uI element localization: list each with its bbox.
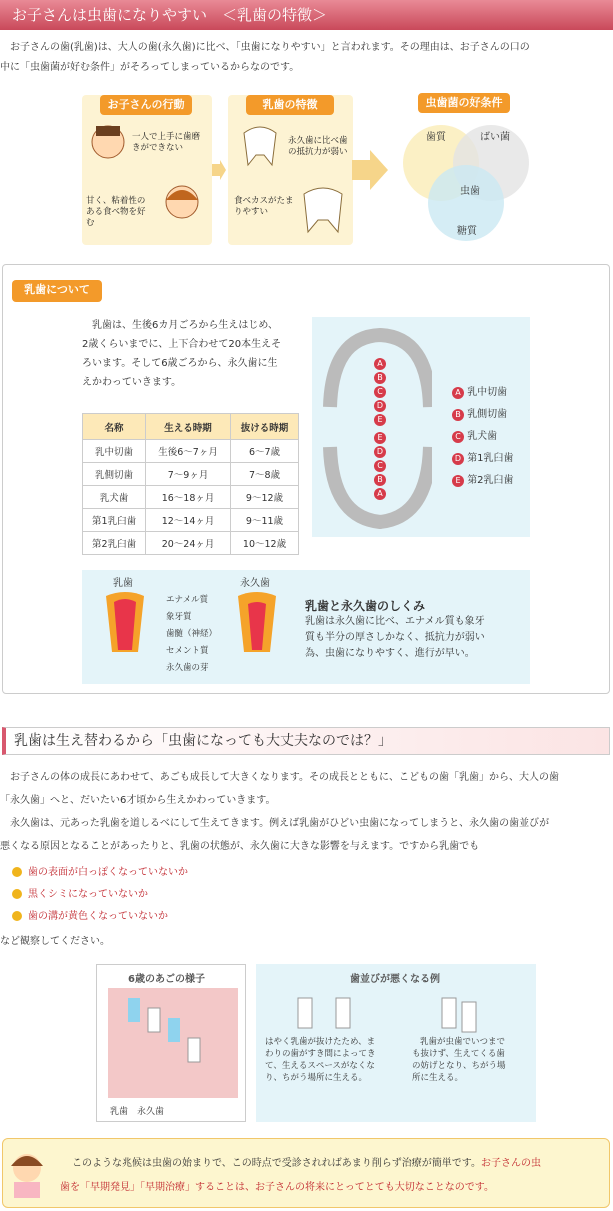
feature-2: 食べカスがたまりやすい — [234, 196, 294, 217]
venn-center: 虫歯 — [460, 186, 480, 197]
perm-tooth-icon — [236, 592, 278, 654]
big-arrow-right-icon — [352, 150, 388, 190]
baby-teeth-label: 乳歯について — [12, 280, 102, 302]
misalign-case-2: 乳歯が虫歯でいつまで も抜けず、生えてくる歯 の妨げとなり、ちがう場 所に生える。 — [412, 1037, 506, 1083]
dental-arch-icon — [312, 317, 432, 537]
table-row: 第2乳臼歯 20〜24ヶ月 10〜12歳 — [83, 532, 299, 555]
structure-title: 乳歯と永久歯のしくみ — [305, 599, 426, 613]
venn-label-1: 歯質 — [426, 132, 446, 143]
conditions-label: 虫歯菌の好条件 — [418, 93, 510, 113]
child-icon — [88, 122, 128, 162]
list-item: C 乳犬歯 — [452, 426, 514, 448]
intro-text: お子さんの歯(乳歯)は、大人の歯(永久歯)に比べ、「虫歯になりやすい」と言われます。その理由は、お子さんの口の 中に「虫歯菌が好む条件」がそろってしまっているからなのです。 — [0, 42, 530, 73]
page-header: お子さんは虫歯になりやすい ＜乳歯の特徴＞ — [0, 0, 613, 30]
observe-text: など観察してください。 — [0, 936, 110, 947]
baby-tooth-icon — [104, 592, 146, 654]
list-item: E 第2乳臼歯 — [452, 470, 514, 492]
list-item: B 乳側切歯 — [452, 404, 514, 426]
jaw-illustration — [108, 988, 238, 1098]
structure-desc: 乳歯は永久歯に比べ、エナメル質も象牙 質も半分の厚さしかなく、抵抗力が弱い 為、虫歯になりやすく、進行が早い。 — [305, 616, 485, 659]
venn-diagram — [396, 118, 536, 243]
tooth-gap-icon — [296, 994, 356, 1034]
features-label: 乳歯の特徴 — [246, 95, 334, 115]
list-item: D 第1乳臼歯 — [452, 448, 514, 470]
crying-tooth-icon — [298, 186, 348, 240]
lower-letters: E D C B A — [374, 432, 388, 500]
section2-p1: お子さんの体の成長にあわせて、あごも成長して大きくなります。その成長とともに、こどもの歯「乳歯」から、大人の歯 「永久歯」へと、だいたい6才頃から生えかわっていきます。 永久歯は、元あった乳歯を道しるべにして生えてきます。例えば乳歯がひどい虫歯になってしまうと、永久歯の歯並びが 悪くなる原因となることがあったりと、乳歯の状態が、永久歯に大きな影響を与えます。ですから乳歯でも — [0, 772, 559, 852]
list-item: 歯の表面が白っぽくなっていないか — [12, 862, 188, 884]
perm-tooth-label: 永久歯 — [240, 578, 270, 589]
tooth-block-icon — [440, 994, 500, 1034]
list-item: 歯の溝が黄色くなっていないか — [12, 906, 188, 928]
check-list — [12, 862, 188, 928]
jaw-title: 6歳のあごの様子 — [128, 974, 205, 985]
table-row: 乳犬歯 16〜18ヶ月 9〜12歳 — [83, 486, 299, 509]
tooth-legend — [452, 382, 514, 492]
section2-title: 乳歯は生え替わるから「虫歯になっても大丈夫なのでは？」 — [2, 727, 610, 755]
note-text: このような兆候は虫歯の始まりで、この時点で受診されればあまり削らず治療が簡単です。お子さんの虫 歯を「早期発見」「早期治療」することは、お子さんの将来にとってとても大切なことなのです。 — [60, 1158, 541, 1193]
behavior-1: 一人で上手に歯磨きができない — [132, 132, 201, 153]
table-row: 乳側切歯 7〜9ヶ月 7〜8歳 — [83, 463, 299, 486]
structure-labels: エナメル質 象牙質 歯髄（神経） セメント質 永久歯の芽 — [166, 595, 218, 673]
arrow-right-icon — [212, 160, 226, 180]
child-face-icon — [6, 1148, 48, 1200]
eruption-table: 名称 生える時期 抜ける時期 乳中切歯 生後6〜7ヶ月 6〜7歳 乳側切歯 7〜9ヶ月 7〜8歳 乳犬歯 16〜18ヶ月 9〜12歳 第1乳臼歯 12〜14ヶ月 9〜11歳 第2乳臼歯 20〜24ヶ月 10〜12歳 — [82, 413, 299, 555]
girl-icon — [160, 180, 204, 224]
list-item: 黒くシミになっていないか — [12, 884, 188, 906]
venn-label-2: ばい菌 — [480, 132, 510, 143]
venn-label-3: 糖質 — [457, 226, 477, 237]
misalign-title: 歯並びが悪くなる例 — [350, 974, 440, 985]
table-row: 乳中切歯 生後6〜7ヶ月 6〜7歳 — [83, 440, 299, 463]
feature-1: 永久歯に比べ歯の抵抗力が弱い — [288, 136, 348, 157]
sad-tooth-icon — [238, 125, 282, 169]
upper-letters: A B C D E — [374, 358, 388, 426]
baby-teeth-text: 乳歯は、生後6カ月ごろから生えはじめ、 2歳くらいまでに、上下合わせて20本生えそ ろいます。そして6歳ごろから、永久歯に生 えかわっていきます。 — [82, 320, 282, 388]
behavior-2: 甘く、粘着性のある食べ物を好む — [86, 196, 146, 228]
baby-tooth-label: 乳歯 — [113, 578, 133, 589]
jaw-legend: 乳歯 永久歯 — [110, 1107, 165, 1117]
table-row: 第1乳臼歯 12〜14ヶ月 9〜11歳 — [83, 509, 299, 532]
list-item: A 乳中切歯 — [452, 382, 514, 404]
behavior-label: お子さんの行動 — [100, 95, 192, 115]
misalign-case-1: はやく乳歯が抜けたため、ま わりの歯がすき間によってき て、生えるスペースがなくな り、ちがう場所に生える。 — [265, 1037, 376, 1083]
